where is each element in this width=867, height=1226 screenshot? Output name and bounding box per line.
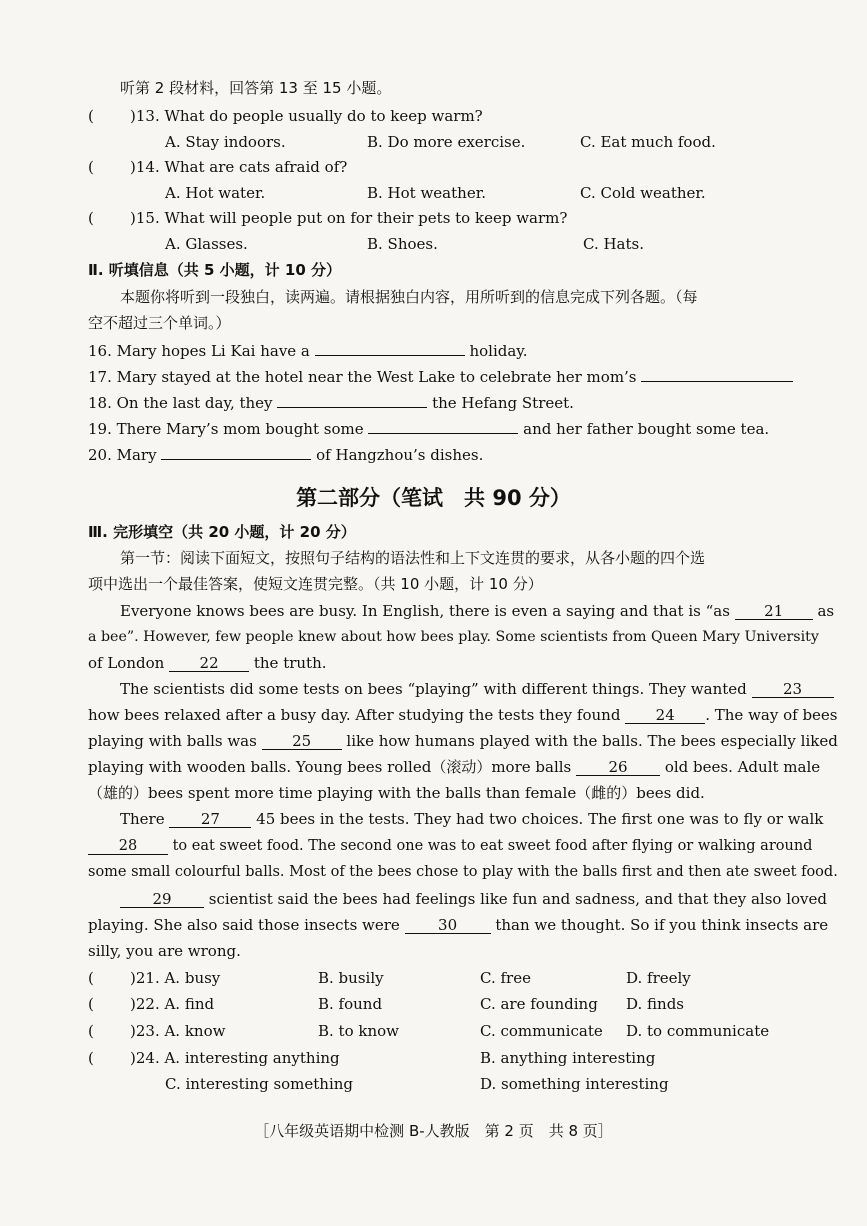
q18-text-a: 18. On the last day, they [88,394,273,412]
blank-28[interactable]: 28 [88,838,168,855]
choice-23-a: )23. A. know [130,1022,226,1040]
choice-24-a: )24. A. interesting anything [130,1049,340,1067]
passage-line [88,731,838,751]
choice-21-c: C. free [480,969,531,987]
part3-instruction-1: 第一节：阅读下面短文，按照句子结构的语法性和上下文连贯的要求，从各小题的四个选 [120,549,706,567]
passage-line [120,889,827,909]
question-20 [88,443,483,465]
q18-blank[interactable] [277,391,427,408]
q19-text-a: 19. There Mary’s mom bought some [88,420,364,438]
q19-blank[interactable] [368,417,518,434]
choice-23-b: B. to know [318,1022,400,1040]
choice-21-a: )21. A. busy [130,969,221,987]
passage-text: 45 bees in the tests. They had two choices. The first one was to fly or walk [256,810,824,828]
answer-paren: ( [88,1049,94,1067]
q14-option-b: B. Hot weather. [367,184,486,202]
q15-option-c: C. Hats. [583,235,644,253]
passage-text: how bees relaxed after a busy day. After studying the tests they found [88,706,621,724]
question-14: )14. What are cats afraid of? [130,158,348,176]
blank-24[interactable]: 24 [625,707,705,724]
q20-text-b: of Hangzhou’s dishes. [316,446,484,464]
choice-24-d: D. something interesting [480,1075,669,1093]
choice-21-d: D. freely [626,969,691,987]
passage-line: silly, you are wrong. [88,942,241,960]
passage-text: Everyone knows bees are busy. In English, there is even a saying and that is “as [120,602,730,620]
passage-text: . The way of bees [705,706,838,724]
passage-text: The scientists did some tests on bees “playing” with different things. They wanted [120,680,747,698]
answer-paren: ( [88,209,94,227]
q13-option-c: C. Eat much food. [580,133,716,151]
q20-blank[interactable] [161,443,311,460]
passage-line [88,915,828,935]
passage-line [120,679,834,699]
blank-26[interactable]: 26 [576,759,660,776]
q13-option-b: B. Do more exercise. [367,133,526,151]
passage-text: old bees. Adult male [664,758,821,776]
q19-text-b: and her father bought some tea. [523,420,770,438]
q17-blank[interactable] [641,365,793,382]
q15-option-a: A. Glasses. [165,235,248,253]
passage-text: playing. She also said those insects were [88,916,400,934]
choice-23-c: C. communicate [480,1022,603,1040]
q16-text-b: holiday. [469,342,528,360]
page-footer: ［八年级英语期中检测 B-人教版 第 2 页 共 8 页］ [254,1122,613,1140]
choice-22-b: B. found [318,995,383,1013]
q20-text-a: 20. Mary [88,446,157,464]
choice-22-a: )22. A. find [130,995,215,1013]
passage-text: scientist said the bees had feelings like fun and sadness, and that they also loved [208,890,827,908]
passage-text: to eat sweet food. The second one was to eat sweet food after flying or walking around [172,838,813,854]
part-title: 第二部分（笔试 共 90 分） [296,486,571,510]
q16-text-a: 16. Mary hopes Li Kai have a [88,342,310,360]
passage-text: than we thought. So if you think insects are [495,916,829,934]
question-19 [88,417,769,439]
passage-line: some small colourful balls. Most of the bees chose to play with the balls first and then ate sweet food. [88,864,838,880]
passage-line [120,601,834,621]
passage-text: playing with balls was [88,732,257,750]
q13-option-a: A. Stay indoors. [165,133,286,151]
blank-21[interactable]: 21 [735,603,813,620]
answer-paren: ( [88,995,94,1013]
blank-23[interactable]: 23 [752,681,834,698]
passage-line [88,705,838,725]
passage-text: playing with wooden balls. Young bees rolled（滚动）more balls [88,758,572,776]
blank-27[interactable]: 27 [169,811,251,828]
blank-25[interactable]: 25 [262,733,342,750]
part3-instruction-2: 项中选出一个最佳答案，使短文连贯完整。（共 10 小题，计 10 分） [88,575,543,593]
part2-instruction-2: 空不超过三个单词。） [88,314,231,332]
q18-text-b: the Hefang Street. [432,394,574,412]
passage-line [120,809,823,829]
passage-line: （雄的）bees spent more time playing with the balls than female（雌的）bees did. [88,784,705,802]
passage-line: a bee”. However, few people knew about how bees play. Some scientists from Queen Mary University [88,629,819,645]
passage-text: There [120,810,165,828]
answer-paren: ( [88,1022,94,1040]
answer-paren: ( [88,158,94,176]
part3-heading: Ⅲ. 完形填空（共 20 小题，计 20 分） [88,523,356,541]
blank-29[interactable]: 29 [120,891,204,908]
passage-text: of London [88,654,165,672]
blank-30[interactable]: 30 [405,917,491,934]
passage-line [88,757,820,777]
answer-paren: ( [88,969,94,987]
passage-line [88,653,327,673]
q14-option-c: C. Cold weather. [580,184,706,202]
question-13: )13. What do people usually do to keep warm? [130,107,483,125]
part2-instruction-1: 本题你将听到一段独白，读两遍。请根据独白内容，用所听到的信息完成下列各题。（每 [120,288,698,306]
question-15: )15. What will people put on for their pets to keep warm? [130,209,568,227]
choice-22-d: D. finds [626,995,684,1013]
q14-option-a: A. Hot water. [165,184,266,202]
choice-21-b: B. busily [318,969,384,987]
q17-text-a: 17. Mary stayed at the hotel near the West Lake to celebrate her mom’s [88,368,637,386]
question-17 [88,365,793,387]
q16-blank[interactable] [315,339,465,356]
question-16 [88,339,528,361]
passage-text: as [817,602,835,620]
choice-24-b: B. anything interesting [480,1049,656,1067]
choice-24-c: C. interesting something [165,1075,354,1093]
passage-text: the truth. [253,654,327,672]
part2-heading: Ⅱ. 听填信息（共 5 小题，计 10 分） [88,261,342,279]
blank-22[interactable]: 22 [169,655,249,672]
q15-option-b: B. Shoes. [367,235,438,253]
passage-line [88,836,812,856]
answer-paren: ( [88,107,94,125]
section-intro: 听第 2 段材料，回答第 13 至 15 小题。 [120,79,392,97]
question-18 [88,391,574,413]
choice-22-c: C. are founding [480,995,598,1013]
choice-23-d: D. to communicate [626,1022,770,1040]
passage-text: like how humans played with the balls. The bees especially liked [346,732,838,750]
